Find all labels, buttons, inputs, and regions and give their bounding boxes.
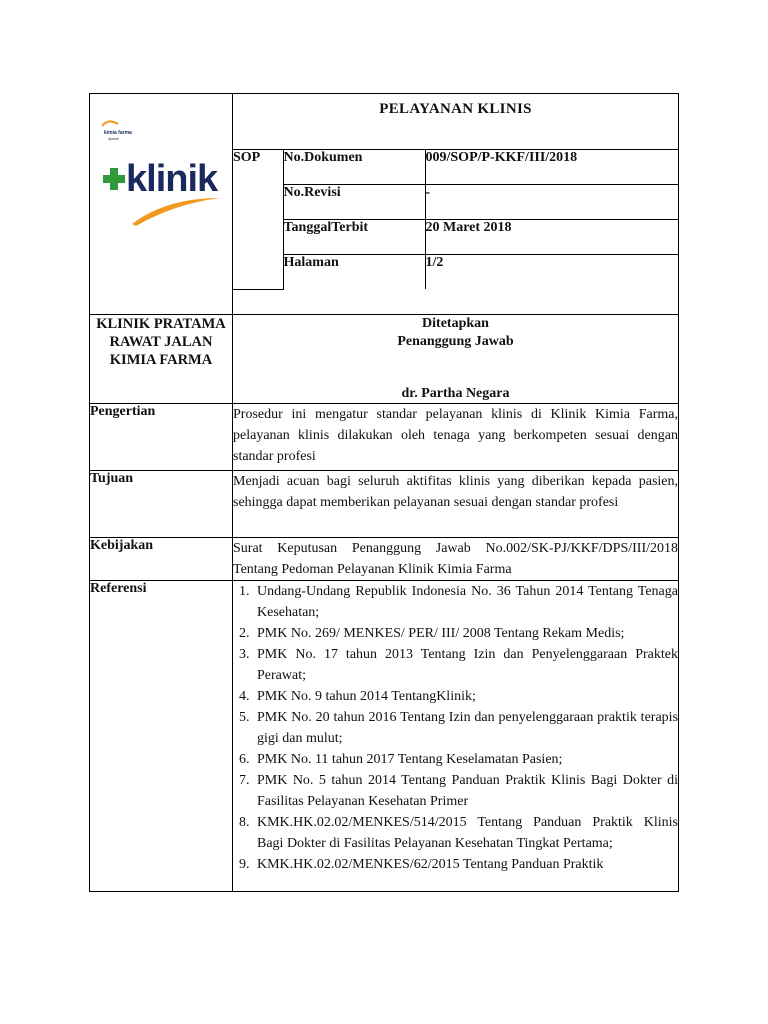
- reference-item: 8. KMK.HK.02.02/MENKES/514/2015 Tentang Panduan Praktik Klinis Bagi Dokter di Fasilitas Pelayanan Kesehatan Tingkat Pertama;: [253, 812, 678, 854]
- logo-main-text: klinik: [126, 158, 218, 200]
- section-label-kebijakan: Kebijakan: [90, 538, 233, 581]
- field-value: 009/SOP/P-KKF/III/2018: [425, 150, 679, 185]
- clinic-name-line: KIMIA FARMA: [109, 352, 213, 368]
- references-cell: [233, 581, 679, 892]
- reference-item: 7. PMK No. 5 tahun 2014 Tentang Panduan Praktik Klinis Bagi Dokter di Fasilitas Pelayanan Kesehatan Primer: [253, 770, 678, 812]
- reference-item: 9. KMK.HK.02.02/MENKES/62/2015 Tentang Panduan Praktik: [253, 854, 678, 875]
- document-meta-cell: [233, 150, 679, 315]
- clinic-name-line: KLINIK PRATAMA: [96, 316, 226, 332]
- approval-signer: dr. Partha Negara: [401, 386, 510, 401]
- section-text-kebijakan: Surat Keputusan Penanggung Jawab No.002/SK-PJ/KKF/DPS/III/2018 Tentang Pedoman Pelayanan Klinik Kimia Farma: [233, 538, 679, 581]
- reference-item: 4. PMK No. 9 tahun 2014 TentangKlinik;: [253, 686, 678, 707]
- reference-item: 3. PMK No. 17 tahun 2013 Tentang Izin dan Penyelenggaraan Praktek Perawat;: [253, 644, 678, 686]
- logo-small-sub: Apotek: [108, 137, 119, 141]
- field-value: -: [425, 185, 679, 220]
- document-meta-table: [233, 150, 679, 290]
- approval-role: Penanggung Jawab: [397, 334, 514, 349]
- field-label: TanggalTerbit: [283, 220, 425, 255]
- klinik-kimia-farma-logo: [96, 106, 226, 226]
- clinic-name: [90, 315, 233, 404]
- sop-table: [89, 93, 679, 892]
- section-text-tujuan: Menjadi acuan bagi seluruh aktifitas klinis yang diberikan kepada pasien, sehingga dapat memberikan pelayanan sesuai dengan standar profesi: [233, 471, 679, 538]
- reference-item: 6. PMK No. 11 tahun 2017 Tentang Keselamatan Pasien;: [253, 749, 678, 770]
- references-list: [233, 581, 678, 875]
- logo-small-text: kimia farma: [104, 130, 132, 136]
- field-value: 20 Maret 2018: [425, 220, 679, 255]
- approval-block: [233, 315, 679, 404]
- section-text-pengertian: Prosedur ini mengatur standar pelayanan klinis di Klinik Kimia Farma, pelayanan klinis dilakukan oleh tenaga yang berkompeten sesuai dengan standar profesi: [233, 404, 679, 471]
- section-label-pengertian: Pengertian: [90, 404, 233, 471]
- logo-cell: [90, 94, 233, 315]
- field-label: No.Revisi: [283, 185, 425, 220]
- doc-type: SOP: [233, 150, 283, 289]
- field-label: No.Dokumen: [283, 150, 425, 185]
- document-title: PELAYANAN KLINIS: [233, 94, 679, 150]
- clinic-name-line: RAWAT JALAN: [109, 334, 213, 350]
- section-label-tujuan: Tujuan: [90, 471, 233, 538]
- approval-label: Ditetapkan: [422, 316, 489, 331]
- field-label: Halaman: [283, 255, 425, 290]
- section-label-referensi: Referensi: [90, 581, 233, 892]
- field-value: 1/2: [425, 255, 679, 290]
- reference-item: 1. Undang-Undang Republik Indonesia No. 36 Tahun 2014 Tentang Tenaga Kesehatan;: [253, 581, 678, 623]
- reference-item: 2. PMK No. 269/ MENKES/ PER/ III/ 2008 Tentang Rekam Medis;: [253, 623, 678, 644]
- reference-item: 5. PMK No. 20 tahun 2016 Tentang Izin dan penyelenggaraan praktik terapis gigi dan mulut;: [253, 707, 678, 749]
